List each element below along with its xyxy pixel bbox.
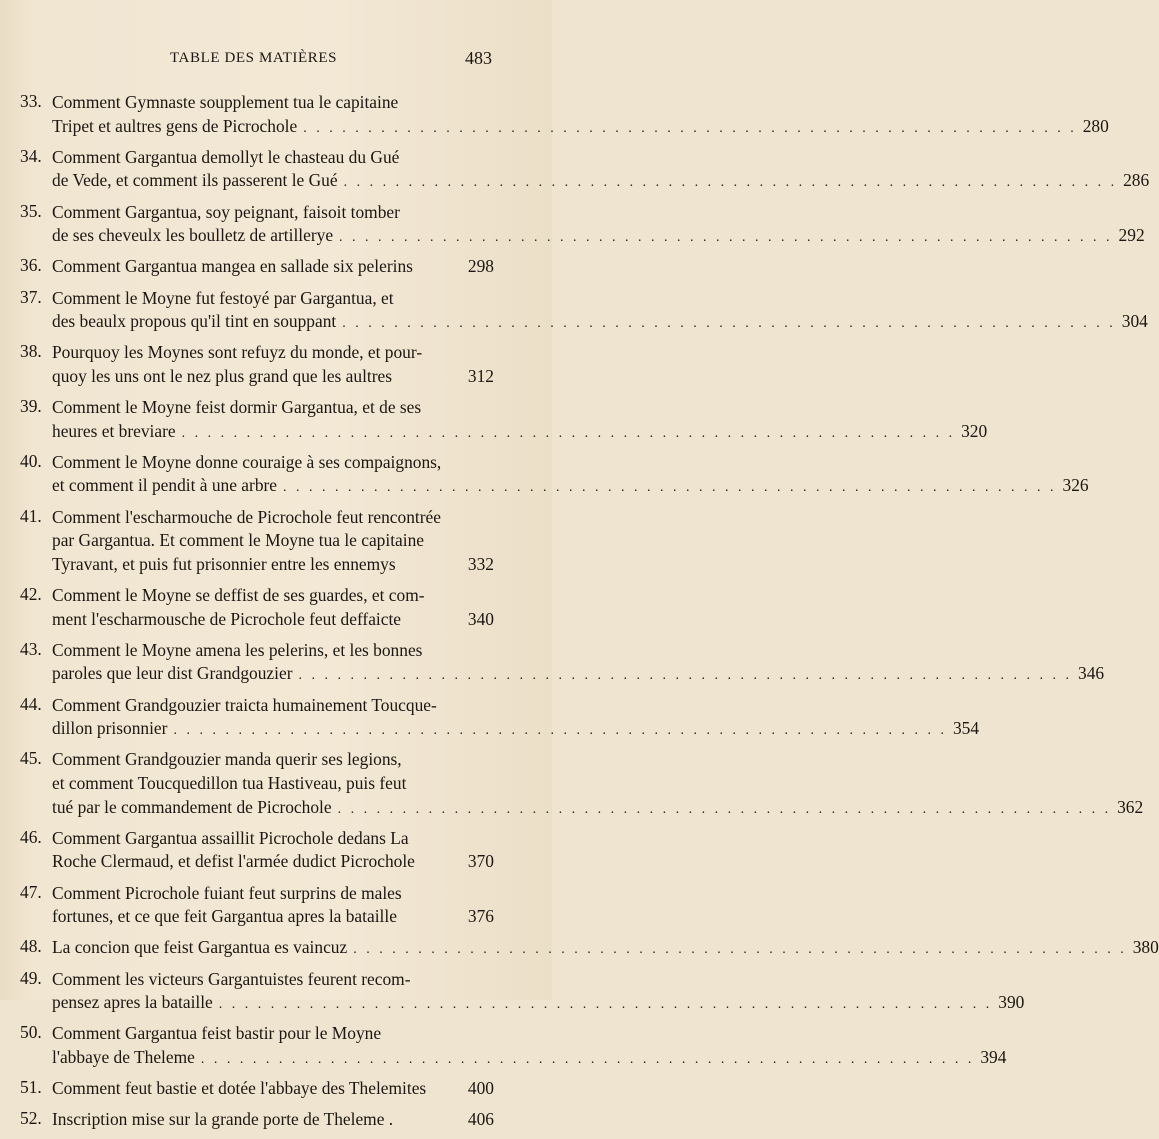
chapter-title-text: Comment Grandgouzier traicta humainement Toucque- (52, 694, 437, 715)
chapter-number: 48. (20, 936, 42, 957)
chapter-page-number: 304 (1121, 311, 1148, 332)
chapter-page-number: 346 (1078, 663, 1105, 684)
chapter-title-text: et comment Toucquedillon tua Hastiveau, puis feut (52, 772, 407, 793)
chapter-title-last-line (52, 1046, 1007, 1070)
chapter-number: 51. (20, 1077, 42, 1098)
toc-entry (20, 693, 980, 741)
chapter-title-last-line (52, 420, 988, 444)
chapter-title-text: des beaulx propous qu'il tint en souppant (52, 311, 337, 332)
leader-dots: . . . . . . . . . . . . . . . . . . . . . . . . . . . . . . . . . . . . . . . . . . . . . . . . . . . . . . . . . . . . (283, 480, 1057, 496)
chapter-title-line (52, 91, 494, 115)
chapter-title-line (52, 1022, 494, 1046)
chapter-title-line (52, 287, 494, 311)
chapter-title-line (52, 748, 494, 772)
leader-dots: . . . . . . . . . . . . . . . . . . . . . . . . . . . . . . . . . . . . . . . . . . . . . . . . . . . . . . . . . . . . (303, 120, 1077, 136)
chapter-page-number: 280 (1082, 115, 1109, 136)
leader-dots: . . . . . . . . . . . . . . . . . . . . . . . . . . . . . . . . . . . . . . . . . . . . . . . . . . . . . . . . . . . . (173, 723, 947, 739)
chapter-title-last-line (52, 115, 1109, 139)
chapter-title-text: Comment le Moyne se deffist de ses guardes, et com- (52, 585, 425, 606)
chapter-title-text: Comment l'escharmouche de Picrochole feut rencontrée (52, 506, 441, 527)
chapter-title-text: heures et breviare (52, 420, 176, 441)
chapter-number: 33. (20, 91, 42, 111)
chapter-title-last-line (52, 936, 1159, 960)
chapter-title-text: Comment Gargantua assaillit Picrochole dedans La (52, 827, 409, 848)
chapter-title-text: Comment Gargantua demollyt le chasteau du Gué (52, 146, 400, 167)
chapter-page-number: 362 (1117, 796, 1144, 817)
chapter-page-number: 380 (1132, 937, 1159, 958)
chapter-page-number: 400 (467, 1078, 494, 1099)
chapter-title-line (52, 772, 494, 796)
chapter-title-last-line (52, 365, 494, 389)
toc-entry (20, 255, 494, 279)
running-title: TABLE DES MATIÈRES (170, 50, 338, 66)
chapter-title-text: fortunes, et ce que feit Gargantua apres la bataille (52, 906, 397, 927)
chapter-title-line (52, 506, 494, 530)
chapter-title-last-line (52, 717, 980, 741)
toc-entry (20, 506, 494, 577)
chapter-title-text: pensez apres la bataille (52, 992, 213, 1013)
toc-entry (20, 748, 1144, 819)
chapter-number: 35. (20, 200, 42, 221)
chapter-title-last-line (52, 662, 1105, 686)
chapter-title-text: Comment Gargantua mangea en sallade six pelerins (52, 256, 413, 277)
leader-dots: . . . . . . . . . . . . . . . . . . . . . . . . . . . . . . . . . . . . . . . . . . . . . . . . . . . . . . . . . . . . (343, 175, 1118, 191)
chapter-title-line (52, 451, 494, 475)
chapter-title-text: Comment Picrochole fuiant feut surprins de males (52, 882, 402, 903)
chapter-number: 41. (20, 505, 42, 526)
chapter-title-text: Inscription mise sur la grande porte de Theleme . (52, 1109, 394, 1130)
chapter-title-last-line (52, 1077, 494, 1101)
chapter-title-text: Comment le Moyne feist dormir Gargantua, et de ses (52, 397, 422, 418)
toc-entry (20, 827, 494, 874)
chapter-title-text: Pourquoy les Moynes sont refuyz du monde, et pour- (52, 342, 423, 363)
chapter-title-last-line (52, 796, 1144, 820)
chapter-number: 37. (20, 286, 42, 307)
chapter-title-text: Comment le Moyne donne couraige à ses compaignons, (52, 451, 442, 472)
chapter-title-line (52, 529, 494, 553)
chapter-page-number: 370 (467, 851, 494, 872)
chapter-number: 40. (20, 450, 42, 471)
chapter-number: 43. (20, 638, 42, 659)
chapter-number: 49. (20, 967, 42, 988)
page-header (0, 48, 552, 72)
toc-entry (20, 1022, 1007, 1069)
leader-dots: . . . . . . . . . . . . . . . . . . . . . . . . . . . . . . . . . . . . . . . . . . . . . . . . . . . . . . . . . . . . (339, 230, 1113, 246)
chapter-title-last-line (52, 991, 1025, 1015)
chapter-title-line (52, 146, 494, 170)
chapter-page-number: 326 (1062, 475, 1089, 496)
chapter-title-text: par Gargantua. Et comment le Moyne tua le capitaine (52, 530, 424, 551)
chapter-title-text: Comment le Moyne amena les pelerins, et les bonnes (52, 639, 423, 660)
chapter-title-last-line (52, 608, 494, 632)
chapter-number: 52. (20, 1108, 42, 1129)
chapter-title-text: tué par le commandement de Picrochole (52, 796, 332, 817)
chapter-page-number: 320 (961, 420, 988, 441)
chapter-title-text: Comment Gargantua feist bastir pour le Moyne (52, 1023, 382, 1044)
chapter-number: 38. (20, 341, 42, 362)
chapter-title-line (52, 827, 494, 851)
chapter-number: 42. (20, 584, 42, 605)
table-of-contents (20, 91, 1159, 1139)
chapter-title-line (52, 584, 494, 608)
chapter-title-last-line (52, 255, 494, 279)
chapter-number: 34. (20, 145, 42, 166)
chapter-title-text: Comment les victeurs Gargantuistes feurent recom- (52, 968, 411, 989)
chapter-title-line (52, 396, 494, 420)
chapter-title-last-line (52, 850, 494, 874)
chapter-title-text: Tyravant, et puis fut prisonnier entre les ennemys (52, 553, 396, 574)
page-number: 483 (465, 48, 492, 68)
chapter-number: 36. (20, 255, 42, 276)
chapter-number: 39. (20, 396, 42, 417)
chapter-title-last-line (52, 169, 1150, 193)
toc-entry (20, 91, 1109, 138)
chapter-title-text: Roche Clermaud, et defist l'armée dudict Picrochole (52, 851, 415, 872)
chapter-page-number: 340 (467, 608, 494, 629)
chapter-title-text: Comment Grandgouzier manda querir ses legions, (52, 749, 402, 770)
toc-entry (20, 286, 1148, 334)
chapter-title-text: Comment Gymnaste soupplement tua le capitaine (52, 92, 399, 112)
toc-entry (20, 450, 1089, 498)
chapter-title-last-line (52, 224, 1145, 248)
chapter-title-text: Comment Gargantua, soy peignant, faisoit tomber (52, 201, 400, 222)
chapter-title-text: et comment il pendit à une arbre (52, 475, 278, 496)
leader-dots: . . . . . . . . . . . . . . . . . . . . . . . . . . . . . . . . . . . . . . . . . . . . . . . . . . . . . . . . . . . . (200, 1051, 975, 1067)
toc-entry (20, 200, 1145, 248)
chapter-title-line (52, 882, 494, 906)
chapter-title-text: La concion que feist Gargantua es vaincuz (52, 937, 348, 958)
chapter-title-text: de Vede, et comment ils passerent le Gué (52, 170, 338, 191)
chapter-number: 46. (20, 826, 42, 847)
chapter-title-last-line (52, 553, 494, 577)
chapter-number: 50. (20, 1022, 42, 1043)
chapter-title-text: dillon prisonnier (52, 718, 168, 739)
toc-entry (20, 341, 494, 388)
chapter-title-text: l'abbaye de Theleme (52, 1046, 195, 1067)
leader-dots: . . . . . . . . . . . . . . . . . . . . . . . . . . . . . . . . . . . . . . . . . . . . . . . . . . . . . . . . . . . . (298, 668, 1072, 684)
toc-entry (20, 396, 988, 443)
chapter-title-line (52, 694, 494, 718)
chapter-page-number: 354 (952, 718, 980, 739)
chapter-page-number: 394 (980, 1046, 1007, 1067)
toc-entry (20, 882, 494, 929)
chapter-title-text: quoy les uns ont le nez plus grand que les aultres (52, 365, 393, 386)
leader-dots: . . . . . . . . . . . . . . . . . . . . . . . . . . . . . . . . . . . . . . . . . . . . . . . . . . . . . . . . . . . . (342, 316, 1116, 332)
chapter-title-last-line (52, 474, 1089, 498)
chapter-page-number: 332 (467, 553, 494, 574)
toc-entry (20, 936, 1159, 960)
chapter-title-text: paroles que leur dist Grandgouzier (52, 663, 293, 684)
chapter-number: 45. (20, 748, 42, 769)
chapter-page-number: 376 (467, 906, 494, 927)
chapter-title-text: de ses cheveulx les boulletz de artillerye (52, 225, 334, 246)
toc-entry (20, 584, 494, 631)
leader-dots: . . . . . . . . . . . . . . . . . . . . . . . . . . . . . . . . . . . . . . . . . . . . . . . . . . . . . . . . . . . . (181, 425, 956, 441)
chapter-title-line (52, 201, 494, 225)
leader-dots: . . . . . . . . . . . . . . . . . . . . . . . . . . . . . . . . . . . . . . . . . . . . . . . . . . . . . . . . . . . . (337, 801, 1112, 817)
chapter-page-number: 390 (998, 992, 1025, 1013)
leader-dots: . . . . . . . . . . . . . . . . . . . . . . . . . . . . . . . . . . . . . . . . . . . . . . . . . . . . . . . . . . . . (218, 997, 993, 1013)
chapter-page-number: 298 (467, 256, 494, 277)
chapter-title-text: Comment le Moyne fut festoyé par Gargantua, et (52, 287, 394, 308)
chapter-title-line (52, 968, 494, 992)
chapter-title-last-line (52, 905, 494, 929)
chapter-title-last-line (52, 1108, 494, 1132)
toc-entry (20, 967, 1025, 1015)
chapter-number: 44. (20, 693, 42, 714)
chapter-title-text: Tripet et aultres gens de Picrochole (52, 115, 298, 136)
toc-entry (20, 1108, 494, 1132)
leader-dots: . . . . . . . . . . . . . . . . . . . . . . . . . . . . . . . . . . . . . . . . . . . . . . . . . . . . . . . . . . . . (353, 942, 1127, 958)
chapter-page-number: 286 (1123, 170, 1150, 191)
chapter-number: 47. (20, 881, 42, 902)
chapter-title-text: ment l'escharmousche de Picrochole feut deffaicte (52, 608, 402, 629)
chapter-title-line (52, 341, 494, 365)
chapter-title-text: Comment feut bastie et dotée l'abbaye des Thelemites (52, 1078, 427, 1099)
chapter-page-number: 406 (467, 1109, 494, 1130)
chapter-page-number: 292 (1118, 225, 1145, 246)
chapter-page-number: 312 (467, 365, 494, 386)
chapter-title-line (52, 639, 494, 663)
chapter-title-last-line (52, 310, 1148, 334)
toc-entry (20, 1077, 494, 1101)
toc-entry (20, 145, 1150, 193)
toc-entry (20, 638, 1105, 686)
